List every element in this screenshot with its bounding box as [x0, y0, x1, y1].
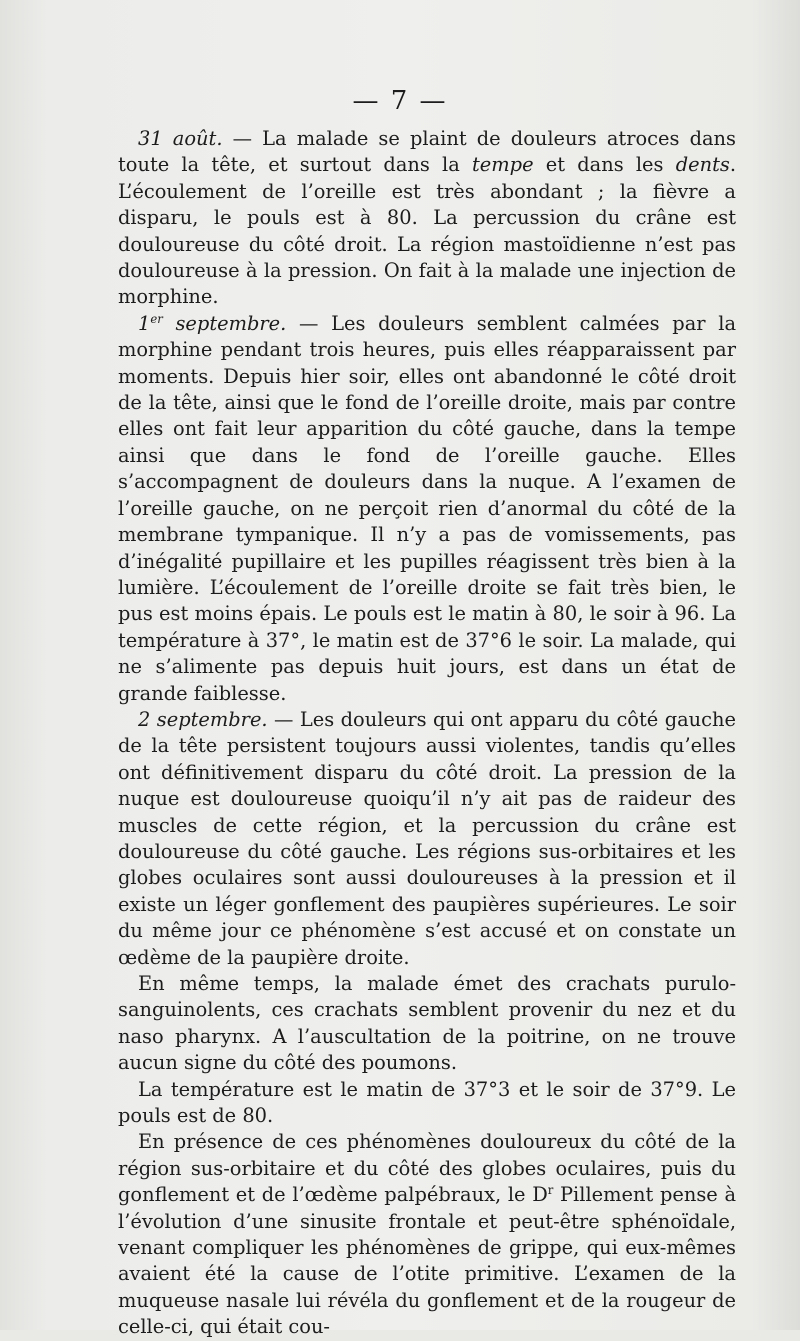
paragraph-text: La température est le matin de 37°3 et le soir de 37°9. Le pouls est de 80.	[118, 1077, 736, 1128]
paragraph-text: — Les douleurs semblent calmées par la morphine pendant trois heures, puis elles réapparaissent par moments. Depuis hier soir, elles ont abandonné le côté droit de la tête, ainsi que le fond de l’oreille droite, mais par contre elles ont fait leur apparition du côté gauche, dans la tempe ainsi que dans le fond de l’oreille gauche. Elles s’accompagnent de douleurs dans la nuque. A l’examen de l’oreille gauche, on ne perçoit rien d’anormal du côté de la membrane tympanique. Il n’y a pas de vomissements, pas d’inégalité pupillaire et les pupilles réagissent très bien à la lumière. L’écoulement de l’oreille droite se fait très bien, le pus est moins épais. Le pouls est le matin à 80, le soir à 96. La température à 37°, le matin est de 37°6 le soir. La malade, qui ne s’alimente pas depuis huit jours, est dans un état de grande faiblesse.	[118, 311, 736, 705]
entry-date-day: 1	[138, 311, 151, 335]
paragraph-crachats	[118, 971, 736, 1077]
emphasis-tempe: tempe	[472, 153, 534, 177]
entry-date-ordinal: er	[150, 311, 163, 326]
doctor-abbrev-sup: r	[547, 1183, 554, 1198]
paragraph-1er-septembre	[118, 311, 736, 707]
body-text	[118, 126, 736, 1341]
entry-date	[138, 312, 286, 335]
entry-date-month: septembre.	[162, 311, 287, 335]
entry-date: 2 septembre.	[138, 707, 268, 731]
page-number: — 7 —	[352, 86, 448, 116]
paragraph-text: — La malade se plaint de douleurs atroces dans toute la tête, et surtout dans la	[118, 127, 736, 177]
paragraph-text: . L’écoulement de l’oreille est très abondant ; la fièvre a disparu, le pouls est à 80. La percussion du crâne est douloureuse du côté droit. La région mastoïdienne n’est pas douloureuse à la pression. On fait à la malade une injection de morphine.	[118, 153, 736, 309]
paragraph-sinusite	[118, 1129, 736, 1340]
paragraph-text: En même temps, la malade émet des crachats purulo-sanguinolents, ces crachats semblent provenir du nez et du naso pharynx. A l’auscultation de la poitrine, on ne trouve aucun signe du côté des poumons.	[118, 972, 736, 1075]
paragraph-text: — Les douleurs qui ont apparu du côté gauche de la tête persistent toujours aussi violentes, tandis qu’elles ont définitivement disparu du côté droit. La pression de la nuque est douloureuse quoiqu’il n’y ait pas de raideur des muscles de cette région, et la percussion du crâne est douloureuse du côté gauche. Les régions sus-orbitaires et les globes oculaires sont aussi douloureuses à la pression et il existe un léger gonflement des paupières supérieures. Le soir du même jour ce phénomène s’est accusé et on constate un œdème de la paupière droite.	[118, 707, 736, 969]
emphasis-dents: dents	[675, 153, 730, 177]
paragraph-text: et dans les	[533, 153, 676, 177]
paragraph-text: En présence de ces phénomènes douloureux du côté de la région sus-orbitaire et du côté des globes oculaires, puis du gonflement et de l’œdème palpébraux, le D	[118, 1130, 736, 1207]
paragraph-31-aout	[118, 126, 736, 311]
entry-date: 31 août.	[138, 127, 223, 150]
paragraph-2-septembre	[118, 707, 736, 971]
paragraph-text: Pillement pense à l’évolution d’une sinusite frontale et peut-être sphénoïdale, venant compliquer les phénomènes de grippe, qui eux-mêmes avaient été la cause de l’otite primitive. L’examen de la muqueuse nasale lui révéla du gonflement et de la rougeur de celle-ci, qui était cou-	[118, 1183, 736, 1339]
paragraph-temperature	[118, 1077, 736, 1130]
